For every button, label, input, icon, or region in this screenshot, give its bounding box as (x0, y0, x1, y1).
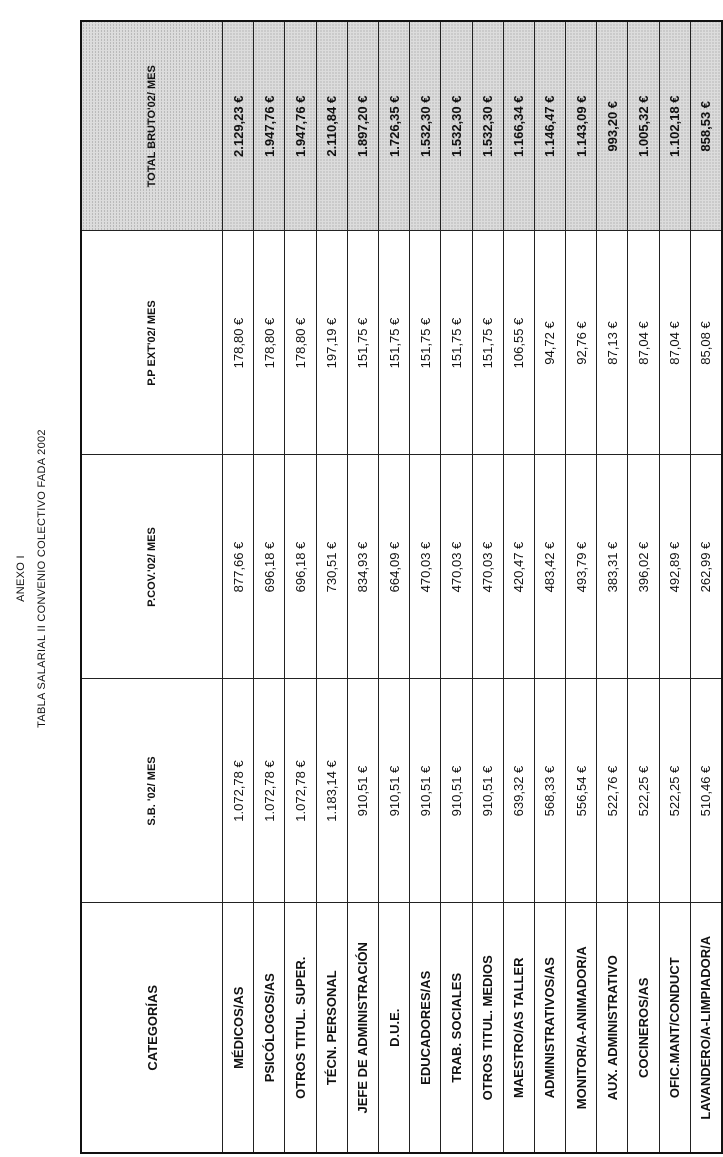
total-bruto-cell: 1.102,18 € (659, 21, 690, 231)
salario-base-cell: 910,51 € (472, 679, 503, 903)
plus-convenio-cell: 483,42 € (534, 455, 565, 679)
category-cell: ADMINISTRATIVOS/AS (534, 903, 565, 1153)
total-bruto-cell: 1.947,76 € (254, 21, 285, 231)
category-cell: JEFE DE ADMINISTRACIÓN (347, 903, 378, 1153)
pagas-extra-cell: 151,75 € (378, 231, 409, 455)
table-row (472, 21, 503, 1153)
table-row (223, 21, 254, 1153)
plus-convenio-cell: 664,09 € (378, 455, 409, 679)
category-cell: TÉCN. PERSONAL (316, 903, 347, 1153)
total-bruto-cell: 1.532,30 € (441, 21, 472, 231)
pagas-extra-cell: 87,13 € (597, 231, 628, 455)
salary-table (80, 20, 723, 1154)
pagas-extra-cell: 85,08 € (690, 231, 722, 455)
salario-base-cell: 1.183,14 € (316, 679, 347, 903)
category-cell: EDUCADORES/AS (410, 903, 441, 1153)
total-bruto-cell: 1.143,09 € (566, 21, 597, 231)
salario-base-cell: 910,51 € (378, 679, 409, 903)
category-cell: COCINEROS/AS (628, 903, 659, 1153)
total-bruto-cell: 1.532,30 € (410, 21, 441, 231)
column-header-salario-base: S.B. '02/ MES (81, 679, 223, 903)
table-row (254, 21, 285, 1153)
table-row (534, 21, 565, 1153)
total-bruto-cell: 1.005,32 € (628, 21, 659, 231)
pagas-extra-cell: 92,76 € (566, 231, 597, 455)
table-row (378, 21, 409, 1153)
pagas-extra-cell: 87,04 € (659, 231, 690, 455)
plus-convenio-cell: 383,31 € (597, 455, 628, 679)
pagas-extra-cell: 87,04 € (628, 231, 659, 455)
pagas-extra-cell: 94,72 € (534, 231, 565, 455)
plus-convenio-cell: 396,02 € (628, 455, 659, 679)
table-title: TABLA SALARIAL II CONVENIO COLECTIVO FADA 2002 (36, 429, 48, 728)
annex-title: ANEXO I (15, 555, 27, 602)
total-bruto-cell: 858,53 € (690, 21, 722, 231)
column-header-plus-convenio: P.COV.'02/ MES (81, 455, 223, 679)
total-bruto-cell: 2.110,84 € (316, 21, 347, 231)
total-bruto-cell: 993,20 € (597, 21, 628, 231)
salario-base-cell: 1.072,78 € (254, 679, 285, 903)
total-bruto-cell: 1.726,35 € (378, 21, 409, 231)
category-cell: OTROS TITUL. MEDIOS (472, 903, 503, 1153)
salario-base-cell: 1.072,78 € (223, 679, 254, 903)
total-bruto-cell: 1.532,30 € (472, 21, 503, 231)
table-row (410, 21, 441, 1153)
table-row (690, 21, 722, 1153)
column-header-total-bruto: TOTAL BRUTO'02/ MES (81, 21, 223, 231)
pagas-extra-cell: 151,75 € (410, 231, 441, 455)
salario-base-cell: 510,46 € (690, 679, 722, 903)
category-cell: LAVANDERO/A-LIMPIADOR/A (690, 903, 722, 1153)
pagas-extra-cell: 178,80 € (254, 231, 285, 455)
table-row (441, 21, 472, 1153)
plus-convenio-cell: 470,03 € (441, 455, 472, 679)
plus-convenio-cell: 470,03 € (410, 455, 441, 679)
pagas-extra-cell: 151,75 € (441, 231, 472, 455)
plus-convenio-cell: 492,89 € (659, 455, 690, 679)
category-cell: MÉDICOS/AS (223, 903, 254, 1153)
column-header-pagas-extra: P.P EXT'02/ MES (81, 231, 223, 455)
pagas-extra-cell: 178,80 € (285, 231, 316, 455)
pagas-extra-cell: 151,75 € (347, 231, 378, 455)
salario-base-cell: 1.072,78 € (285, 679, 316, 903)
salario-base-cell: 556,54 € (566, 679, 597, 903)
category-cell: D.U.E. (378, 903, 409, 1153)
total-bruto-cell: 1.146,47 € (534, 21, 565, 231)
table-row (347, 21, 378, 1153)
salario-base-cell: 910,51 € (441, 679, 472, 903)
table-header-row (81, 21, 223, 1153)
plus-convenio-cell: 834,93 € (347, 455, 378, 679)
salario-base-cell: 522,25 € (628, 679, 659, 903)
category-cell: OFIC.MANT/CONDUCT (659, 903, 690, 1153)
category-cell: AUX. ADMINISTRATIVO (597, 903, 628, 1153)
salario-base-cell: 910,51 € (410, 679, 441, 903)
total-bruto-cell: 2.129,23 € (223, 21, 254, 231)
total-bruto-cell: 1.166,34 € (503, 21, 534, 231)
pagas-extra-cell: 197,19 € (316, 231, 347, 455)
salario-base-cell: 568,33 € (534, 679, 565, 903)
salario-base-cell: 522,25 € (659, 679, 690, 903)
pagas-extra-cell: 106,55 € (503, 231, 534, 455)
category-cell: PSICÓLOGOS/AS (254, 903, 285, 1153)
plus-convenio-cell: 262,99 € (690, 455, 722, 679)
plus-convenio-cell: 730,51 € (316, 455, 347, 679)
plus-convenio-cell: 696,18 € (254, 455, 285, 679)
table-row (597, 21, 628, 1153)
table-row (503, 21, 534, 1153)
category-cell: MONITOR/A-ANIMADOR/A (566, 903, 597, 1153)
table-row (316, 21, 347, 1153)
category-cell: MAESTRO/AS TALLER (503, 903, 534, 1153)
plus-convenio-cell: 420,47 € (503, 455, 534, 679)
salario-base-cell: 522,76 € (597, 679, 628, 903)
table-row (628, 21, 659, 1153)
plus-convenio-cell: 696,18 € (285, 455, 316, 679)
plus-convenio-cell: 470,03 € (472, 455, 503, 679)
table-row (659, 21, 690, 1153)
plus-convenio-cell: 877,66 € (223, 455, 254, 679)
table-row (566, 21, 597, 1153)
category-cell: TRAB. SOCIALES (441, 903, 472, 1153)
pagas-extra-cell: 151,75 € (472, 231, 503, 455)
column-header-categorias: CATEGORÍAS (81, 903, 223, 1153)
salario-base-cell: 910,51 € (347, 679, 378, 903)
salario-base-cell: 639,32 € (503, 679, 534, 903)
pagas-extra-cell: 178,80 € (223, 231, 254, 455)
total-bruto-cell: 1.897,20 € (347, 21, 378, 231)
category-cell: OTROS TITUL. SUPER. (285, 903, 316, 1153)
table-row (285, 21, 316, 1153)
total-bruto-cell: 1.947,76 € (285, 21, 316, 231)
plus-convenio-cell: 493,79 € (566, 455, 597, 679)
